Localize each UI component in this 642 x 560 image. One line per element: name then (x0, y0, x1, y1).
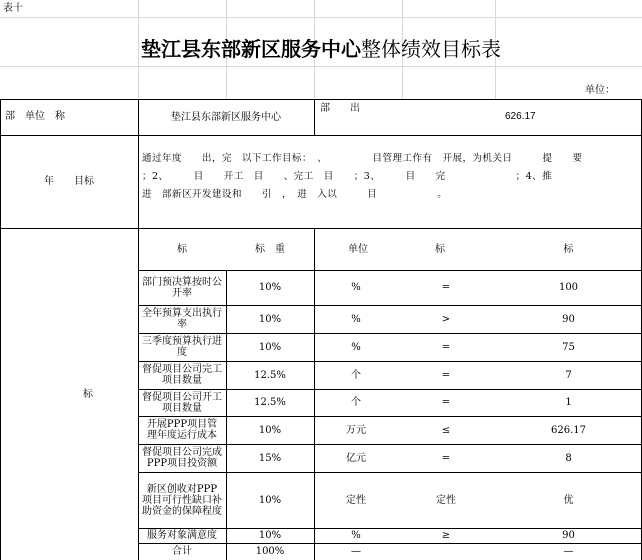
row-op: = (441, 341, 451, 353)
header-name: 标 (177, 243, 187, 255)
row-name: 合计 (172, 546, 192, 557)
header-weight: 标 重 (255, 243, 285, 255)
row-op: 定性 (436, 494, 456, 506)
row-weight: 100% (255, 546, 285, 557)
title-org: 垫江县东部新区服务中心 (141, 37, 361, 61)
row-name: 督促项目公司完成PPP项目投资额 (142, 447, 222, 469)
row-name: 督促项目公司开工项目数量 (142, 391, 222, 414)
header-unit: 单位 (348, 243, 368, 255)
title-suffix: 整体绩效目标表 (361, 37, 501, 61)
row-unit: 亿元 (346, 452, 366, 464)
budget-value: 626.17 (505, 111, 536, 122)
goal-line: 进 部新区开发建设和 引 ， 进 入以 目 。 (142, 189, 448, 200)
goal-line: ；2、 目 开工 目 、完工 目 ；3、 目 完 ；4、推 (142, 171, 553, 182)
row-op: ≤ (441, 424, 451, 436)
indicator-label: 标 (83, 388, 93, 400)
row-op: = (441, 452, 451, 464)
row-unit: % (351, 282, 361, 293)
row-op: = (441, 397, 451, 408)
row-value: 100 (558, 282, 579, 293)
row-name: 部门预决算按时公开率 (142, 276, 222, 299)
row-unit: % (351, 341, 361, 353)
row-weight: 10% (258, 424, 282, 436)
goal-label: 年 目标 (44, 176, 94, 187)
row-unit: % (351, 313, 361, 325)
row-weight: 10% (258, 341, 282, 353)
row-value: 75 (562, 341, 575, 353)
header-value: 标 (563, 243, 574, 255)
goal-text (142, 150, 637, 204)
row-value: 90 (562, 530, 575, 541)
row-unit: % (351, 530, 361, 541)
row-name: 服务对象满意度 (147, 530, 217, 541)
dept-label: 部 单位 称 (5, 111, 65, 122)
row-unit: 个 (351, 397, 361, 408)
row-unit: — (351, 546, 361, 557)
row-value: 626.17 (551, 424, 586, 436)
row-weight: 10% (258, 530, 282, 541)
goal-line: 通过年度 出，完 以下工作目标： 、 目管理工作有 开展，为机关日 提 要 (142, 153, 583, 164)
row-value: 1 (565, 397, 572, 408)
row-name: 开展PPP项目管理年度运行成本 (146, 419, 218, 441)
row-value: 7 (565, 369, 572, 381)
unit-label: 单位： (585, 85, 615, 96)
row-unit: 万元 (346, 424, 366, 436)
row-op (402, 543, 490, 560)
row-value: 8 (565, 452, 572, 464)
row-op: = (441, 282, 451, 293)
row-weight: 10% (258, 313, 282, 325)
row-name: 督促项目公司完工项目数量 (142, 364, 222, 386)
header-op: 标 (435, 243, 445, 255)
row-op: ≥ (441, 530, 451, 541)
dept-name: 垫江县东部新区服务中心 (171, 111, 281, 123)
sheet-tag: 表十 (3, 3, 23, 14)
row-weight: 10% (258, 494, 282, 506)
row-name: 三季度预算执行进度 (142, 336, 222, 358)
row-value: 优 (563, 494, 574, 506)
row-value: 90 (562, 313, 575, 325)
row-weight: 10% (258, 282, 282, 293)
row-unit: 定性 (346, 494, 366, 506)
row-weight: 12.5% (254, 397, 286, 408)
row-weight: 12.5% (254, 369, 286, 381)
row-weight: 15% (258, 452, 282, 464)
row-name: 新区创收对PPP项目可行性缺口补助资金的保障程度 (142, 483, 222, 517)
row-name: 全年预算支出执行率 (142, 308, 222, 330)
row-value: — (563, 546, 574, 557)
row-op: = (441, 369, 451, 381)
row-unit: 个 (351, 369, 361, 381)
row-op: > (441, 313, 451, 325)
page-title (0, 36, 642, 62)
budget-label: 部 出 (320, 103, 360, 114)
